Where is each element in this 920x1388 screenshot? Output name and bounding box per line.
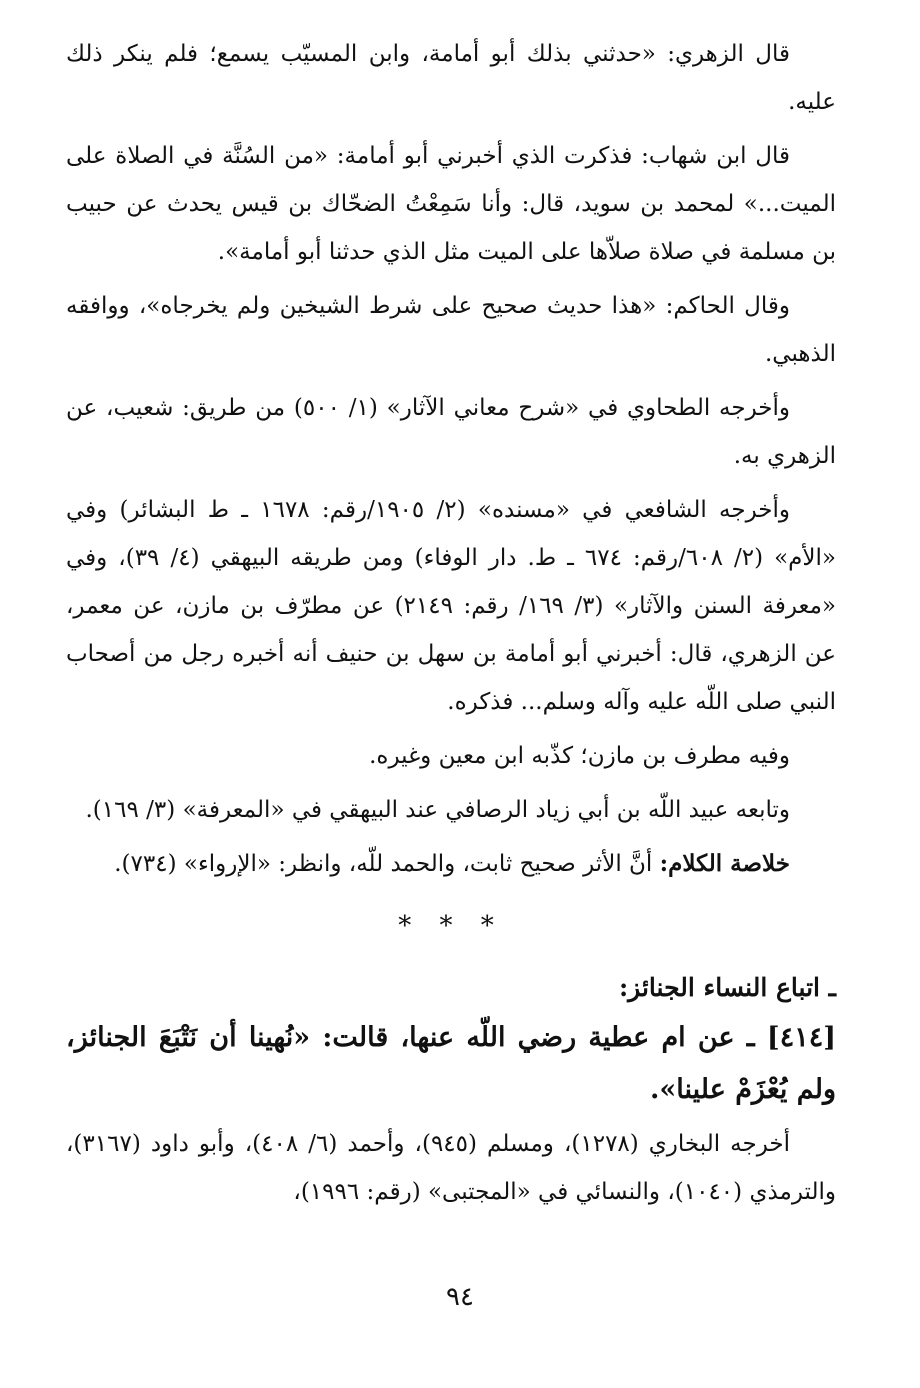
paragraph-rusafi: وتابعه عبيد اللّه بن أبي زياد الرصافي عند البيهقي في «المعرفة» (٣/ ١٦٩). bbox=[85, 797, 790, 823]
conclusion-lead: خلاصة الكلام: bbox=[659, 850, 790, 877]
paragraph-takhrij: أخرجه البخاري (١٢٧٨)، ومسلم (٩٤٥)، وأحمد (٦/ ٤٠٨)، وأبو داود (٣١٦٧)، والترمذي (١٠٤٠)، والنسائي في «المجتبى» (رقم: ١٩٩٦)، bbox=[66, 1131, 836, 1205]
hadith-text: [٤١٤] ـ عن ام عطية رضي اللّه عنها، قالت: «نُهينا أن نَتْبَعَ الجنائز، ولم يُعْزَمْ علينا». bbox=[66, 1022, 836, 1105]
paragraph-ibn-shihab: قال ابن شهاب: فذكرت الذي أخبرني أبو أمامة: «من السُنَّة في الصلاة على الميت...» لمحمد بن سويد، قال: وأنا سَمِعْتُ الضحّاك بن قيس يحدث عن حبيب بن مسلمة في صلاة صلاّها على الميت مثل الذي حدثنا أبو أمامة». bbox=[66, 143, 836, 265]
paragraph-zuhri-quote: قال الزهري: «حدثني بذلك أبو أمامة، وابن المسيّب يسمع؛ فلم ينكر ذلك عليه. bbox=[66, 41, 836, 115]
paragraph-shafii: وأخرجه الشافعي في «مسنده» (٢/ ١٩٠٥/رقم: ١٦٧٨ ـ ط البشائر) وفي «الأم» (٢/ ٦٠٨/رقم: ٦٧٤ ـ ط. دار الوفاء) ومن طريقه البيهقي (٤/ ٣٩)، وفي «معرفة السنن والآثار» (٣/ ١٦٩/ رقم: ٢١٤٩) عن مطرّف بن مازن، عن معمر، عن الزهري، قال: أخبرني أبو أمامة بن سهل بن حنيف أنه أخبره رجل من أصحاب النبي صلى اللّه عليه وآله وسلم... فذكره. bbox=[66, 497, 836, 715]
section-separator: * * * bbox=[398, 911, 504, 941]
page-number: ٩٤ bbox=[446, 1282, 474, 1312]
paragraph-hakim: وقال الحاكم: «هذا حديث صحيح على شرط الشيخين ولم يخرجاه»، ووافقه الذهبي. bbox=[66, 293, 836, 367]
conclusion-text: أنَّ الأثر صحيح ثابت، والحمد للّه، وانظر: «الإرواء» (٧٣٤). bbox=[114, 851, 660, 877]
section-heading: ـ اتباع النساء الجنائز: bbox=[618, 973, 836, 1002]
page-content bbox=[66, 30, 836, 1222]
paragraph-tahawi: وأخرجه الطحاوي في «شرح معاني الآثار» (١/ ٥٠٠) من طريق: شعيب، عن الزهري به. bbox=[66, 395, 836, 469]
paragraph-mutarrif: وفيه مطرف بن مازن؛ كذّبه ابن معين وغيره. bbox=[369, 743, 790, 769]
paragraph-conclusion bbox=[66, 840, 836, 888]
